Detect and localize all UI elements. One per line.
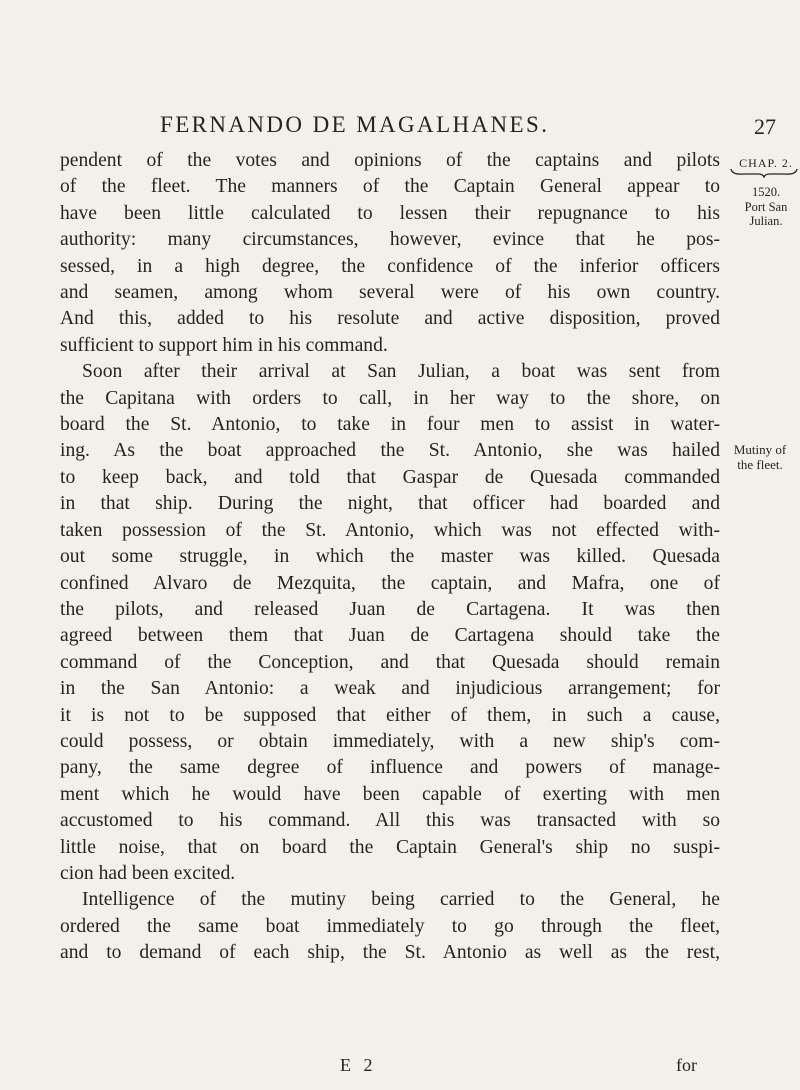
text-line: little noise, that on board the Captain General's ship no suspi- xyxy=(60,836,720,858)
margin-mutiny-line: the fleet. xyxy=(737,457,783,472)
text-line: pendent of the votes and opinions of the captains and pilots xyxy=(60,150,720,171)
text-line: pany, the same degree of influence and powers of manage- xyxy=(60,757,720,779)
text-line: ment which he would have been capable of exerting with men xyxy=(60,783,720,805)
catchword: for xyxy=(676,1055,697,1075)
text-line: it is not to be supposed that either of them, in such a cause, xyxy=(60,704,720,726)
text-line: and seamen, among whom several were of his own country. xyxy=(60,282,720,304)
text-line: the Capitana with orders to call, in her way to the shore, on xyxy=(60,387,720,409)
text-line: Intelligence of the mutiny being carried to the General, he xyxy=(82,889,720,911)
signature-mark: E 2 xyxy=(340,1055,377,1075)
brace-ornament xyxy=(730,168,798,178)
text-line: command of the Conception, and that Quesada should remain xyxy=(60,651,720,673)
text-line: board the St. Antonio, to take in four men to assist in water- xyxy=(60,414,720,436)
margin-place-line: Julian. xyxy=(749,214,783,228)
margin-place-line: Port San xyxy=(744,200,788,214)
margin-year: 1520. xyxy=(751,185,781,199)
text-line: confined Alvaro de Mezquita, the captain, and Mafra, one of xyxy=(60,572,720,594)
text-line: and to demand of each ship, the St. Antonio as well as the rest, xyxy=(60,942,720,964)
text-line: to keep back, and told that Gaspar de Quesada commanded xyxy=(60,466,720,488)
text-line: ordered the same boat immediately to go through the fleet, xyxy=(60,915,720,937)
text-line: taken possession of the St. Antonio, which was not effected with- xyxy=(60,519,720,541)
text-line: accustomed to his command. All this was transacted with so xyxy=(60,810,720,832)
text-line: out some struggle, in which the master was killed. Quesada xyxy=(60,546,720,568)
text-line: sufficient to support him in his command. xyxy=(60,334,388,356)
page-number: 27 xyxy=(754,114,776,139)
margin-mutiny xyxy=(718,442,800,472)
text-line: agreed between them that Juan de Cartagena should take the xyxy=(60,625,720,647)
text-line: the pilots, and released Juan de Cartagena. It was then xyxy=(60,598,720,620)
margin-chapter: CHAP. 2. xyxy=(739,156,793,170)
running-title: FERNANDO DE MAGALHANES. xyxy=(160,112,550,137)
text-line: And this, added to his resolute and active disposition, proved xyxy=(60,308,720,330)
text-line: authority: many circumstances, however, evince that he pos- xyxy=(60,229,720,251)
text-line: Soon after their arrival at San Julian, a boat was sent from xyxy=(82,361,720,383)
margin-place xyxy=(724,200,800,228)
text-line: ing. As the boat approached the St. Antonio, she was hailed xyxy=(60,440,720,462)
text-line: could possess, or obtain immediately, with a new ship's com- xyxy=(60,730,720,752)
text-line: sessed, in a high degree, the confidence of the inferior officers xyxy=(60,255,720,277)
text-line: in that ship. During the night, that officer had boarded and xyxy=(60,493,720,515)
text-line: have been little calculated to lessen their repugnance to his xyxy=(60,202,720,224)
text-line: of the fleet. The manners of the Captain General appear to xyxy=(60,176,720,198)
body-text xyxy=(60,148,720,967)
text-line: in the San Antonio: a weak and injudicious arrangement; for xyxy=(60,678,720,700)
text-line: cion had been excited. xyxy=(60,862,236,884)
margin-mutiny-line: Mutiny of xyxy=(733,442,787,457)
